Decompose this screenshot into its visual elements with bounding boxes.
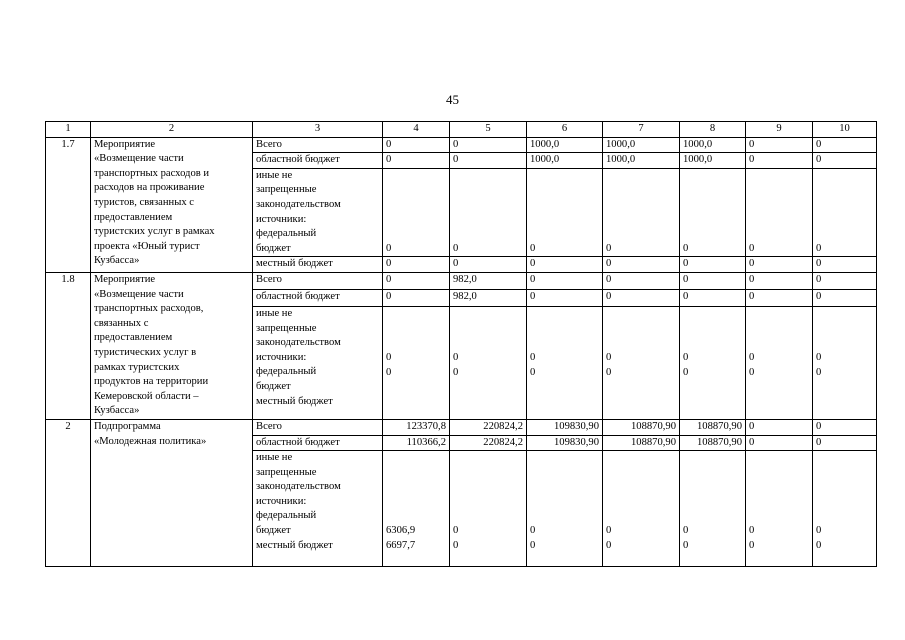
source-line: запрещенные [256, 322, 317, 334]
federal-value: 0 [683, 352, 689, 364]
title-line: проекта «Юный турист [94, 240, 200, 252]
value-cell: 0 [527, 272, 603, 289]
header-cell: 8 [680, 122, 746, 138]
federal-value: 0 [816, 242, 822, 254]
value-cell: 0 [813, 257, 877, 273]
federal-value: 0 [386, 242, 392, 254]
value-cell [813, 307, 877, 420]
value-cell [746, 168, 813, 257]
header-cell: 5 [450, 122, 527, 138]
value-cell [813, 451, 877, 567]
item-number: 2 [46, 419, 91, 566]
value-cell [383, 168, 450, 257]
item-number: 1.7 [46, 137, 91, 272]
header-cell: 7 [603, 122, 680, 138]
table-row [46, 137, 877, 153]
source-line: федеральный [256, 510, 317, 522]
value-cell: 0 [450, 257, 527, 273]
federal-value: 0 [530, 242, 536, 254]
local-value: 0 [749, 539, 755, 551]
value-cell: 0 [603, 257, 680, 273]
value-cell: 108870,90 [680, 435, 746, 451]
local-value: 0 [683, 366, 689, 378]
title-line: «Молодежная политика» [94, 435, 207, 447]
value-cell: 0 [746, 137, 813, 153]
value-cell: 1000,0 [527, 137, 603, 153]
source-regional: областной бюджет [253, 153, 383, 169]
value-cell: 0 [527, 290, 603, 307]
local-value: 0 [453, 366, 459, 378]
value-cell: 0 [680, 257, 746, 273]
value-cell: 108870,90 [603, 419, 680, 435]
value-cell: 0 [746, 419, 813, 435]
value-cell: 0 [813, 290, 877, 307]
source-line: федеральный [256, 366, 317, 378]
source-line: местный бюджет [256, 395, 333, 407]
value-cell [450, 168, 527, 257]
source-line: иные не [256, 452, 293, 464]
title-line: связанных с [94, 317, 149, 329]
value-cell: 1000,0 [527, 153, 603, 169]
value-cell [680, 168, 746, 257]
federal-value: 0 [530, 525, 536, 537]
federal-value: 0 [453, 242, 459, 254]
value-cell [450, 307, 527, 420]
local-value: 6697,7 [386, 539, 416, 551]
source-line: источники: [256, 213, 307, 225]
value-cell: 1000,0 [680, 137, 746, 153]
value-cell [680, 307, 746, 420]
source-line: законодательством [256, 337, 341, 349]
source-line: бюджет [256, 525, 291, 537]
source-line: запрещенные [256, 466, 317, 478]
header-cell: 3 [253, 122, 383, 138]
source-line: федеральный [256, 228, 317, 240]
source-line: источники: [256, 351, 307, 363]
local-value: 0 [530, 366, 536, 378]
federal-value: 0 [749, 242, 755, 254]
value-cell [527, 168, 603, 257]
value-cell: 0 [383, 290, 450, 307]
title-line: Кемеровской области – [94, 390, 199, 402]
value-cell [527, 307, 603, 420]
value-cell [527, 451, 603, 567]
value-cell: 110366,2 [383, 435, 450, 451]
title-line: туристических услуг в [94, 346, 197, 358]
value-cell: 0 [746, 290, 813, 307]
federal-value: 0 [606, 525, 612, 537]
title-line: рамках туристских [94, 361, 180, 373]
title-line: транспортных расходов и [94, 167, 210, 179]
title-line: предоставлением [94, 332, 173, 344]
federal-value: 6306,9 [386, 525, 416, 537]
row-group-1-8 [46, 272, 877, 419]
source-line: иные не [256, 308, 293, 320]
title-line: «Возмещение части [94, 153, 184, 165]
value-cell: 108870,90 [603, 435, 680, 451]
value-cell: 0 [527, 257, 603, 273]
source-other [253, 451, 383, 567]
page-number: 45 [446, 92, 459, 107]
value-cell: 220824,2 [450, 435, 527, 451]
value-cell: 982,0 [450, 272, 527, 289]
source-line: бюджет [256, 242, 291, 254]
budget-table [45, 121, 877, 567]
source-line: законодательством [256, 198, 341, 210]
value-cell: 0 [746, 272, 813, 289]
federal-value: 0 [816, 525, 822, 537]
value-cell [383, 451, 450, 567]
value-cell: 0 [383, 137, 450, 153]
value-cell: 109830,90 [527, 419, 603, 435]
value-cell: 108870,90 [680, 419, 746, 435]
local-value: 0 [683, 539, 689, 551]
federal-value: 0 [683, 525, 689, 537]
title-line: Мероприятие [94, 273, 156, 285]
value-cell [603, 168, 680, 257]
title-line: туристов, связанных с [94, 196, 194, 208]
value-cell: 0 [813, 153, 877, 169]
value-cell: 0 [746, 153, 813, 169]
value-cell: 0 [383, 257, 450, 273]
header-cell: 2 [91, 122, 253, 138]
value-cell: 0 [746, 257, 813, 273]
value-cell: 1000,0 [680, 153, 746, 169]
item-title [91, 419, 253, 566]
value-cell: 0 [383, 272, 450, 289]
value-cell [603, 307, 680, 420]
title-line: «Возмещение части [94, 288, 184, 300]
item-number: 1.8 [46, 272, 91, 419]
source-regional: областной бюджет [253, 290, 383, 307]
local-value: 0 [606, 539, 612, 551]
federal-value: 0 [606, 242, 612, 254]
value-cell: 220824,2 [450, 419, 527, 435]
title-line: Подпрограмма [94, 420, 161, 432]
local-value: 0 [816, 366, 822, 378]
value-cell: 0 [813, 137, 877, 153]
source-other [253, 307, 383, 420]
source-line: бюджет [256, 381, 291, 393]
header-cell: 10 [813, 122, 877, 138]
source-line: законодательством [256, 481, 341, 493]
title-line: Мероприятие [94, 138, 156, 150]
value-cell: 1000,0 [603, 137, 680, 153]
title-line: Кузбасса» [94, 405, 140, 417]
value-cell: 109830,90 [527, 435, 603, 451]
title-line: туристских услуг в рамках [94, 226, 215, 238]
federal-value: 0 [816, 352, 822, 364]
title-line: расходов на проживание [94, 182, 205, 194]
source-total: Всего [253, 137, 383, 153]
federal-value: 0 [386, 352, 392, 364]
source-line: источники: [256, 495, 307, 507]
local-value: 0 [530, 539, 536, 551]
local-value: 0 [606, 366, 612, 378]
header-cell: 9 [746, 122, 813, 138]
value-cell: 0 [746, 435, 813, 451]
local-value: 0 [816, 539, 822, 551]
federal-value: 0 [749, 525, 755, 537]
row-group-2 [46, 419, 877, 566]
value-cell: 0 [813, 435, 877, 451]
local-value: 0 [386, 366, 392, 378]
header-cell: 6 [527, 122, 603, 138]
row-group-1-7 [46, 137, 877, 272]
source-other [253, 168, 383, 257]
local-value: 0 [749, 366, 755, 378]
header-cell: 4 [383, 122, 450, 138]
header-cell: 1 [46, 122, 91, 138]
value-cell: 1000,0 [603, 153, 680, 169]
value-cell: 0 [603, 272, 680, 289]
value-cell [746, 451, 813, 567]
source-total: Всего [253, 419, 383, 435]
value-cell: 0 [813, 272, 877, 289]
value-cell: 123370,8 [383, 419, 450, 435]
title-line: продуктов на территории [94, 376, 209, 388]
federal-value: 0 [749, 352, 755, 364]
value-cell: 0 [603, 290, 680, 307]
table-row [46, 272, 877, 289]
value-cell [603, 451, 680, 567]
title-line: предоставлением [94, 211, 173, 223]
item-title [91, 272, 253, 419]
value-cell [813, 168, 877, 257]
value-cell [383, 307, 450, 420]
local-value: 0 [453, 539, 459, 551]
title-line: транспортных расходов, [94, 303, 204, 315]
value-cell: 0 [680, 272, 746, 289]
source-total: Всего [253, 272, 383, 289]
header-row [46, 122, 877, 138]
title-line: Кузбасса» [94, 255, 140, 267]
federal-value: 0 [683, 242, 689, 254]
source-line: запрещенные [256, 184, 317, 196]
value-cell: 0 [813, 419, 877, 435]
value-cell: 0 [383, 153, 450, 169]
federal-value: 0 [606, 352, 612, 364]
source-line: иные не [256, 169, 293, 181]
value-cell: 0 [450, 153, 527, 169]
value-cell [450, 451, 527, 567]
value-cell: 0 [450, 137, 527, 153]
table-row [46, 419, 877, 435]
source-line: местный бюджет [256, 539, 333, 551]
federal-value: 0 [453, 352, 459, 364]
value-cell: 0 [680, 290, 746, 307]
source-local: местный бюджет [253, 257, 383, 273]
source-regional: областной бюджет [253, 435, 383, 451]
value-cell [680, 451, 746, 567]
federal-value: 0 [453, 525, 459, 537]
federal-value: 0 [530, 352, 536, 364]
item-title [91, 137, 253, 272]
value-cell [746, 307, 813, 420]
value-cell: 982,0 [450, 290, 527, 307]
